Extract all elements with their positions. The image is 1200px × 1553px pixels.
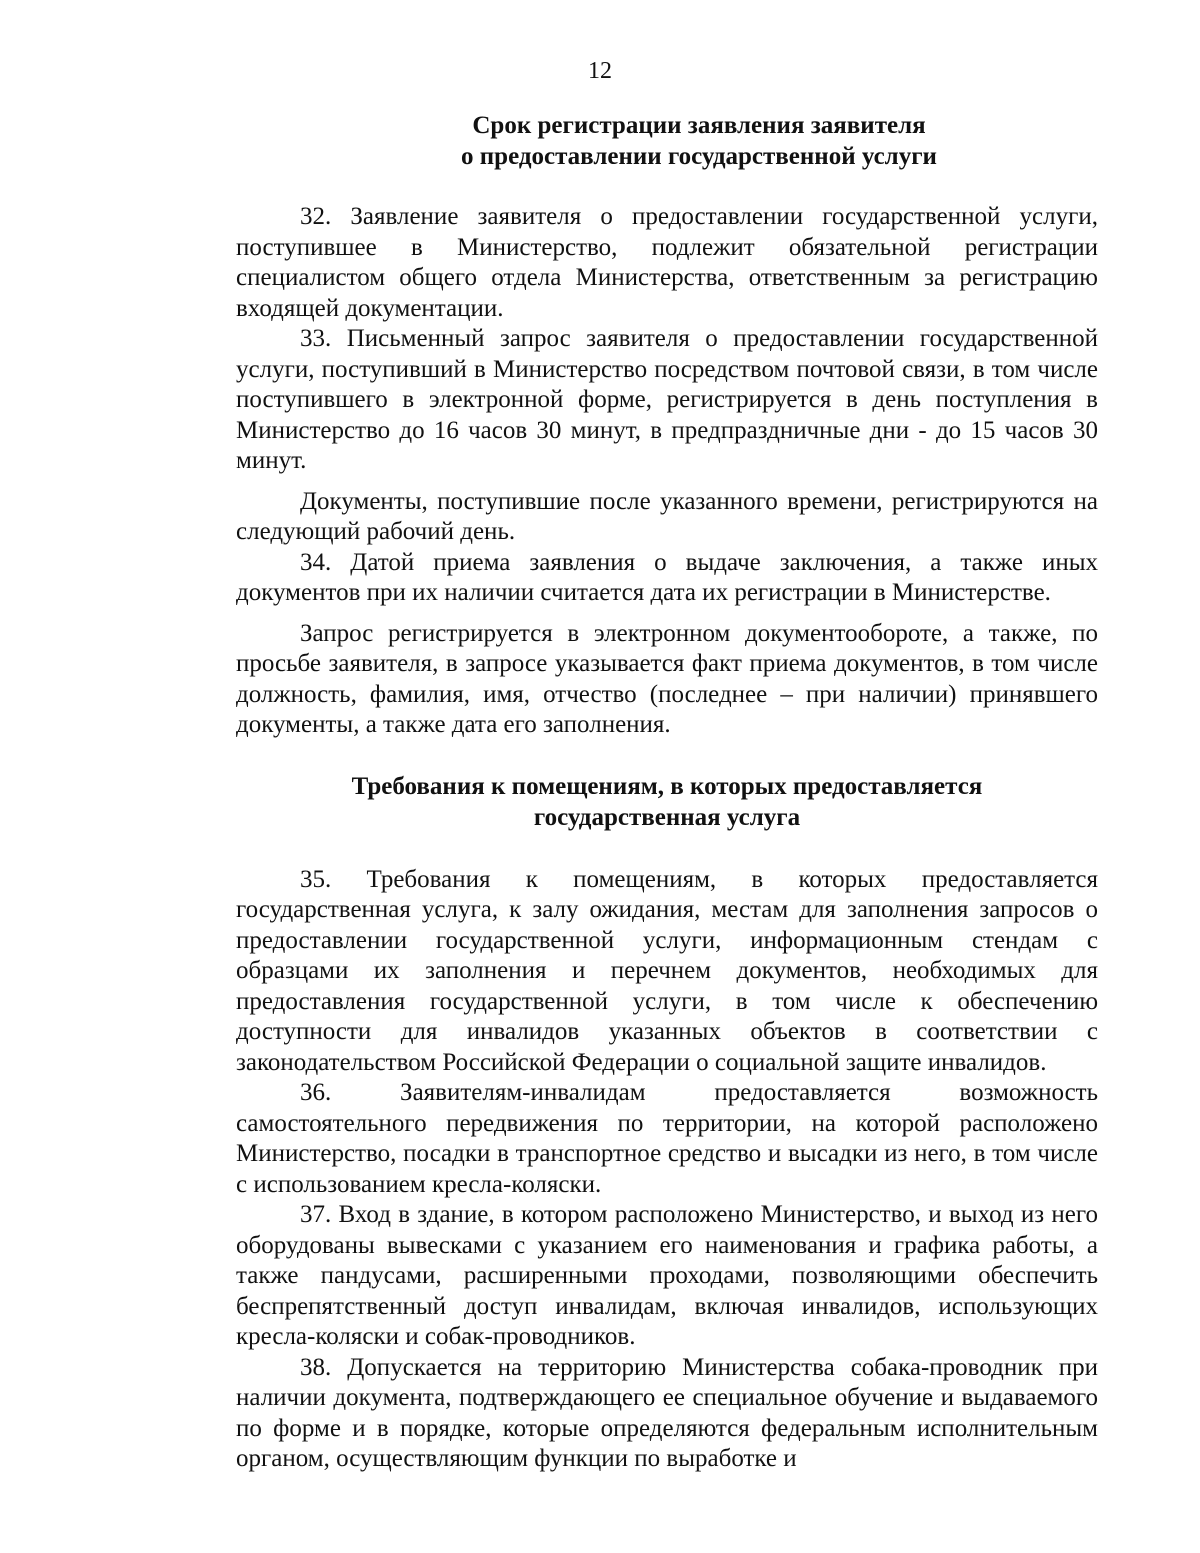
paragraph-33: 33. Письменный запрос заявителя о предоставлении государственной услуги, поступивший в Министерство посредством почтовой связи, в том числе поступившего в электронной форме, регистрируется в день поступления в Министерство до 16 часов 30 минут, в предпраздничные дни - до 15 часов 30 минут.: [236, 325, 1098, 474]
heading-line: о предоставлении государственной услуги: [461, 143, 937, 170]
heading-line: государственная услуга: [533, 803, 801, 831]
paragraph-33-continuation: Документы, поступившие после указанного времени, регистрируются на следующий рабочий день.: [236, 487, 1098, 545]
paragraph-34: 34. Датой приема заявления о выдаче заключения, а также иных документов при их наличии считается дата их регистрации в Министерстве.: [236, 548, 1098, 606]
heading-line: Срок регистрации заявления заявителя: [472, 112, 926, 139]
page-number: 12: [588, 58, 612, 84]
document-body: [236, 110, 1098, 1475]
paragraph-38: 38. Допускается на территорию Министерства собака-проводник при наличии документа, подтверждающего ее специальное обучение и выдаваемого по форме и в порядке, которые определяются федеральным исполнительным органом, осуществляющим функции по выработке и: [236, 1353, 1098, 1472]
section-heading-registration: [300, 110, 1098, 172]
paragraph-35: 35. Требования к помещениям, в которых предоставляется государственная услуга, к залу ожидания, местам для заполнения запросов о предоставлении государственной услуги, информационным стендам с образцами их заполнения и перечнем документов, необходимых для предоставления государственной услуги, в том числе к обеспечению доступности для инвалидов указанных объектов в соответствии с законодательством Российской Федерации о социальной защите инвалидов.: [236, 865, 1098, 1076]
paragraph-36: 36. Заявителям-инвалидам предоставляется возможность самостоятельного передвижения по территории, на которой расположено Министерство, посадки в транспортное средство и высадки из него, в том числе с использованием кресла-коляски.: [236, 1079, 1098, 1198]
heading-line: Требования к помещениям, в которых предоставляется: [351, 772, 983, 800]
section-heading-premises: [236, 771, 1098, 833]
paragraph-37: 37. Вход в здание, в котором расположено Министерство, и выход из него оборудованы вывесками с указанием его наименования и графика работы, а также пандусами, расширенными проходами, позволяющими обеспечить беспрепятственный доступ инвалидам, включая инвалидов, использующих кресла-коляски и собак-проводников.: [236, 1201, 1098, 1350]
paragraph-32: 32. Заявление заявителя о предоставлении государственной услуги, поступившее в Министерство, подлежит обязательной регистрации специалистом общего отдела Министерства, ответственным за регистрацию входящей документации.: [236, 203, 1098, 322]
paragraph-34-continuation: Запрос регистрируется в электронном документообороте, а также, по просьбе заявителя, в запросе указывается факт приема документов, в том числе должность, фамилия, имя, отчество (последнее – при наличии) принявшего документы, а также дата его заполнения.: [236, 619, 1098, 738]
